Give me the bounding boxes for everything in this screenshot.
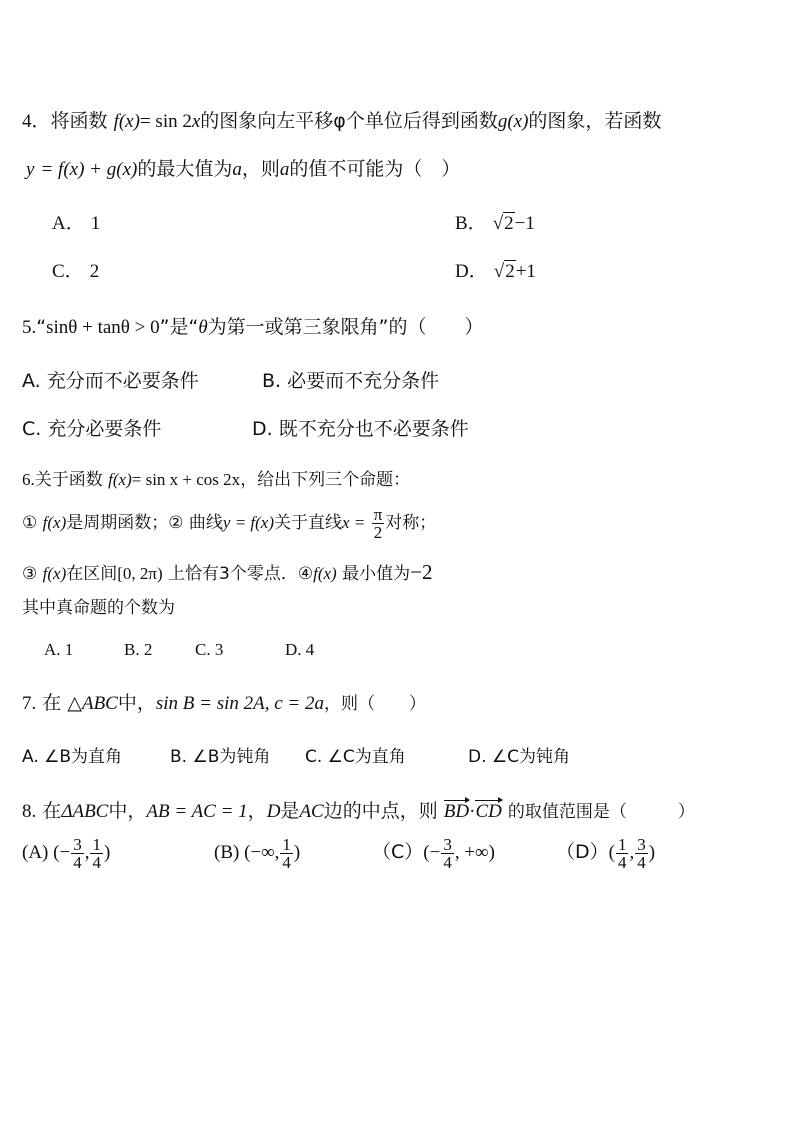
q5-option-c[interactable] — [22, 414, 161, 441]
q4-text: 的值不可能为（ ） — [289, 158, 461, 180]
q8-option-d[interactable] — [556, 836, 655, 871]
q8-text: 是 — [280, 800, 300, 822]
frac-num: π — [373, 505, 383, 524]
frac-num: 3 — [73, 835, 82, 854]
q7-text: 中， — [117, 692, 156, 714]
option-math: , — [84, 841, 90, 863]
option-math: (−∞, — [244, 841, 280, 863]
option-text: A. 1 — [44, 640, 74, 659]
option-math: ) — [293, 841, 301, 863]
q6-text: ① — [22, 513, 38, 533]
option-value: −1 — [514, 213, 535, 234]
q8-math: D — [266, 801, 281, 822]
q4-math: x — [191, 111, 201, 132]
q4-option-c[interactable] — [52, 256, 99, 283]
option-text: B. 2 — [124, 640, 153, 659]
vector-cd: CD — [475, 801, 502, 822]
q5-option-d[interactable] — [252, 414, 469, 441]
q6-option-a[interactable] — [44, 640, 73, 660]
q8-math: AB = AC = 1 — [146, 801, 248, 822]
q6-math: x = — [342, 513, 366, 532]
frac-den: 4 — [617, 853, 627, 872]
option-value: 1 — [90, 213, 101, 234]
option-text: C. 3 — [195, 640, 224, 659]
q6-text: 是周期函数；② 曲线 — [66, 513, 223, 533]
q4-text: 的图象，若函数 — [528, 110, 662, 132]
frac-den: 4 — [637, 853, 646, 872]
frac-den: 2 — [373, 523, 383, 542]
vector-bd: BD — [443, 801, 470, 822]
q5-number: 5. — [22, 317, 37, 338]
q4-text: 将函数 — [50, 110, 108, 132]
option-math: ) — [103, 841, 111, 863]
q6-text: 对称； — [385, 513, 437, 533]
q6-text: 关于直线 — [274, 513, 343, 533]
option-label: B． — [455, 213, 487, 234]
q7-option-c[interactable] — [305, 742, 406, 767]
fraction — [90, 836, 103, 871]
q7-text: ，则（ ） — [324, 694, 427, 714]
option-value: 2 — [89, 261, 100, 282]
option-math: , — [629, 841, 635, 863]
option-value: +1 — [515, 261, 536, 282]
option-math: ( — [608, 841, 615, 863]
q5-text: ”是“ — [159, 316, 199, 338]
frac-den: 4 — [92, 853, 101, 872]
q8-option-b[interactable] — [214, 836, 300, 871]
q7-math: △ABC — [67, 693, 118, 714]
q4-math: f(x) — [113, 111, 140, 132]
q7-text: 在 — [42, 692, 62, 714]
fraction — [616, 836, 629, 871]
frac-den: 4 — [73, 853, 82, 872]
q6-stem-line3 — [22, 560, 432, 585]
sqrt-symbol: √2 — [493, 261, 515, 282]
option-text: B. 必要而不充分条件 — [262, 370, 440, 392]
option-math: ) — [648, 841, 656, 863]
q6-math: f(x) — [42, 513, 67, 532]
q4-option-a[interactable] — [52, 208, 100, 235]
q5-text: 为第一或第三象限角”的（ ） — [207, 316, 484, 338]
q6-math: [0, 2π) — [117, 564, 163, 583]
q5-text: “ — [36, 316, 47, 338]
q4-stem-line2 — [26, 158, 460, 182]
q4-math: a — [232, 159, 242, 180]
q6-text: ③ — [22, 564, 38, 584]
option-text: C. ∠C为直角 — [305, 747, 406, 767]
option-math: (− — [53, 841, 71, 863]
frac-num: 3 — [637, 835, 646, 854]
frac-num: 1 — [617, 835, 627, 854]
q4-math: = sin 2 — [139, 111, 192, 132]
option-math: , +∞) — [454, 841, 495, 863]
q6-stem-line4 — [22, 598, 175, 618]
q6-text: 最小值为 — [342, 564, 411, 584]
frac-den: 4 — [443, 853, 452, 872]
fraction — [71, 836, 84, 871]
q4-option-b[interactable] — [455, 208, 535, 235]
q8-math: AC — [299, 801, 324, 822]
option-text: C. 充分必要条件 — [22, 418, 162, 440]
q4-math: a — [279, 159, 290, 180]
q4-stem-line1 — [22, 110, 661, 134]
q6-stem-line2 — [22, 506, 436, 541]
option-label: A． — [52, 213, 85, 234]
q4-number: 4． — [22, 111, 51, 132]
q7-stem — [22, 692, 426, 716]
frac-den: 4 — [282, 853, 291, 872]
q8-option-c[interactable] — [372, 836, 495, 871]
fraction — [635, 836, 648, 871]
q5-option-a[interactable] — [22, 366, 199, 393]
frac-num: 3 — [443, 835, 452, 854]
sqrt-symbol: √2 — [492, 213, 514, 234]
q6-option-c[interactable] — [195, 640, 223, 660]
q5-math: sinθ + tanθ > 0 — [46, 317, 160, 338]
q7-number: 7. — [22, 693, 37, 714]
q8-option-a[interactable] — [22, 836, 110, 871]
option-label: (A) — [22, 841, 49, 863]
option-text: D. 4 — [285, 640, 315, 659]
q6-math: y = f(x) — [222, 513, 275, 532]
q4-text: 的图象向左平移φ个单位后得到函数 — [200, 110, 498, 132]
q6-stem-line1 — [22, 470, 410, 490]
option-text: D. 既不充分也不必要条件 — [252, 418, 469, 440]
q5-option-b[interactable] — [262, 366, 439, 393]
option-label: （D） — [556, 840, 609, 863]
q8-math: · — [469, 801, 476, 822]
q8-text: 边的中点，则 — [323, 800, 438, 822]
q4-math: = f(x) + g(x) — [40, 159, 138, 180]
fraction — [441, 836, 454, 871]
q6-text: 关于函数 — [34, 470, 103, 490]
q8-number: 8. — [22, 801, 37, 822]
option-label: D． — [455, 261, 488, 282]
option-math: (− — [423, 841, 441, 863]
q7-option-a[interactable] — [22, 742, 122, 767]
fraction-pi-over-2 — [372, 506, 385, 541]
option-text: D. ∠C为钝角 — [468, 747, 571, 767]
q8-stem — [22, 800, 695, 824]
q4-math: g(x) — [497, 111, 529, 132]
option-label: C． — [52, 261, 84, 282]
q8-text: ， — [247, 800, 267, 822]
q7-option-b[interactable] — [170, 742, 270, 767]
radicand: 2 — [505, 261, 515, 282]
q6-number: 6. — [22, 470, 35, 489]
q4-text: ，则 — [241, 158, 280, 180]
q6-math: f(x) — [42, 564, 67, 583]
q8-text: 中， — [108, 800, 147, 822]
fraction — [280, 836, 293, 871]
q8-math: ΔABC — [61, 801, 109, 822]
q6-math: f(x) — [108, 470, 132, 489]
q8-text: 的取值范围是（ ） — [507, 802, 695, 822]
q5-math: θ — [198, 317, 208, 338]
q6-option-d[interactable] — [285, 640, 314, 660]
q6-text: ，给出下列三个命题： — [240, 470, 411, 490]
q4-option-d[interactable] — [455, 256, 536, 283]
q6-option-b[interactable] — [124, 640, 152, 660]
option-text: B. ∠B为钝角 — [170, 747, 271, 767]
q6-math: f(x) — [313, 564, 337, 583]
option-text: A. 充分而不必要条件 — [22, 370, 199, 392]
q5-stem — [22, 316, 484, 340]
option-text: A. ∠B为直角 — [22, 747, 123, 767]
q6-text: 上恰有3个零点．④ — [168, 564, 314, 584]
q4-text: 的最大值为 — [137, 158, 233, 180]
radicand: 2 — [504, 213, 514, 234]
frac-num: 1 — [282, 835, 291, 854]
option-label: （C） — [372, 840, 424, 863]
frac-num: 1 — [92, 835, 101, 854]
q6-text: 在区间 — [66, 564, 118, 584]
q6-math: −2 — [410, 560, 433, 584]
q8-text: 在 — [42, 800, 62, 822]
option-label: (B) — [214, 841, 240, 863]
q6-text: 其中真命题的个数为 — [22, 598, 175, 618]
q7-math: sin B = sin 2A, c = 2a — [155, 693, 325, 714]
q4-math: y — [26, 159, 35, 180]
q6-math: = sin x + cos 2x — [131, 470, 241, 489]
q7-option-d[interactable] — [468, 742, 570, 767]
